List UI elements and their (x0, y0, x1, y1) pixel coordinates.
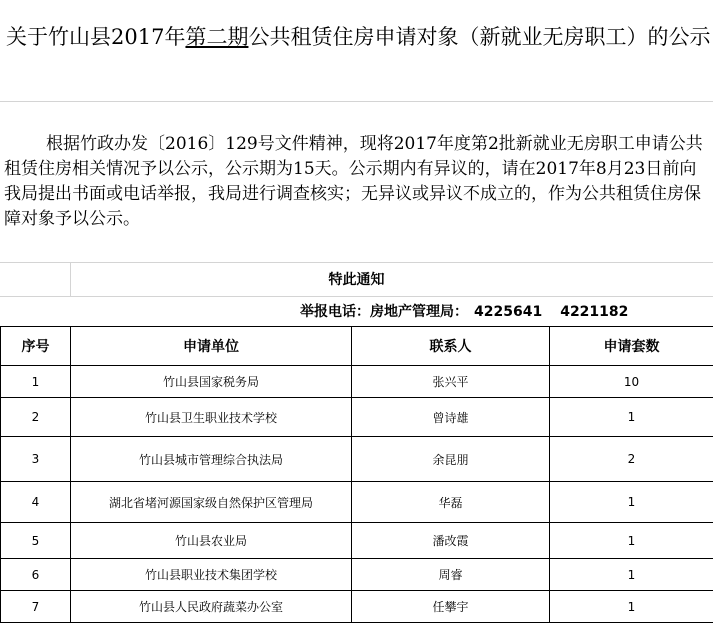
table-cell: 曾诗雄 (352, 398, 550, 437)
table-cell: 周睿 (352, 559, 550, 591)
table-cell: 潘改霞 (352, 523, 550, 559)
table-cell: 5 (1, 523, 71, 559)
applicant-table (0, 326, 713, 623)
header-cell: 序号 (1, 327, 71, 366)
table-row (1, 523, 713, 559)
table-cell: 华磊 (352, 482, 550, 523)
table-row (1, 482, 713, 523)
report-phone-1: 4225641 (474, 304, 543, 320)
title-part-1: 关于竹山县2017年 (6, 25, 186, 49)
table-cell: 湖北省堵河源国家级自然保护区管理局 (71, 482, 352, 523)
table-row (1, 591, 713, 623)
report-label: 举报电话：房地产管理局： (300, 304, 468, 320)
table-row (1, 366, 713, 398)
notice-body-text: 根据竹政办发〔2016〕129号文件精神，现将2017年度第2批新就业无房职工申请公共租赁住房相关情况予以公示，公示期为15天。公示期内有异议的，请在2017年8月23日前向我局提出书面或电话举报，我局进行调查核实；无异议或异议不成立的，作为公共租赁住房保障对象予以公示。 (4, 134, 703, 229)
report-phone-2: 4221182 (560, 304, 629, 320)
header-cell: 联系人 (352, 327, 550, 366)
grid-line (0, 262, 713, 263)
table-row (1, 437, 713, 482)
header-cell: 申请单位 (71, 327, 352, 366)
table-cell: 竹山县人民政府蔬菜办公室 (71, 591, 352, 623)
table-row (1, 398, 713, 437)
table-cell: 1 (550, 591, 713, 623)
table-cell: 张兴平 (352, 366, 550, 398)
table-cell: 1 (550, 482, 713, 523)
title-underlined-part: 第二期 (185, 25, 249, 49)
table-cell: 2 (1, 398, 71, 437)
table-cell: 2 (550, 437, 713, 482)
table-cell: 1 (550, 559, 713, 591)
grid-line (0, 296, 713, 297)
table-cell: 竹山县职业技术集团学校 (71, 559, 352, 591)
table-cell: 1 (550, 523, 713, 559)
table-cell: 6 (1, 559, 71, 591)
table-cell: 3 (1, 437, 71, 482)
table-cell: 竹山县卫生职业技术学校 (71, 398, 352, 437)
report-phone-line (300, 301, 628, 321)
table-cell: 1 (1, 366, 71, 398)
notice-closing: 特此通知 (328, 272, 385, 288)
table-cell: 任攀宇 (352, 591, 550, 623)
table-cell: 竹山县国家税务局 (71, 366, 352, 398)
table-cell: 7 (1, 591, 71, 623)
table-header-row (1, 327, 713, 366)
page-title (6, 22, 711, 53)
table-cell: 余昆朋 (352, 437, 550, 482)
grid-line (0, 101, 713, 102)
table-cell: 1 (550, 398, 713, 437)
header-cell: 申请套数 (550, 327, 713, 366)
table-cell: 竹山县城市管理综合执法局 (71, 437, 352, 482)
title-part-2: 公共租赁住房申请对象（新就业无房职工）的公示 (248, 25, 711, 49)
table-cell: 10 (550, 366, 713, 398)
table-row (1, 559, 713, 591)
table-cell: 竹山县农业局 (71, 523, 352, 559)
table-cell: 4 (1, 482, 71, 523)
